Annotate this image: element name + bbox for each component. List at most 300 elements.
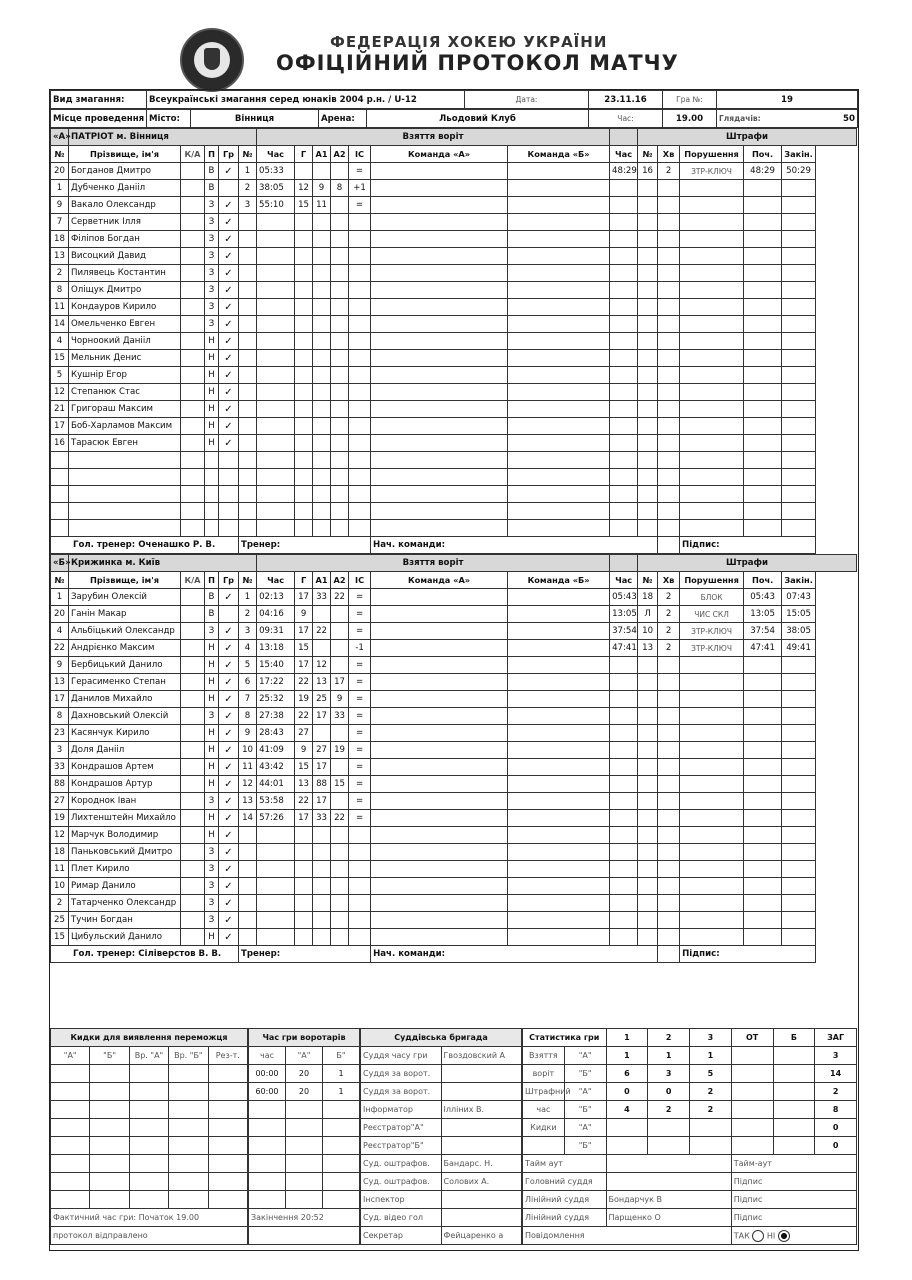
penalty-cell: [610, 708, 638, 725]
table-row: [51, 742, 857, 759]
column-header: К/А: [181, 572, 205, 589]
shootout-cell: [169, 1101, 208, 1119]
goal-cell: 13: [239, 793, 257, 810]
goal-cell: 17: [313, 708, 331, 725]
goal-cell: [349, 350, 371, 367]
player-position: В: [205, 180, 219, 197]
penalty-cell: [744, 912, 782, 929]
goal-cell: [295, 248, 313, 265]
played-check: ✓: [219, 231, 239, 248]
goal-cell: [257, 418, 295, 435]
team-a-goal-note: [371, 486, 508, 503]
player-position: Н: [205, 384, 219, 401]
shootout-cell: [169, 1065, 208, 1083]
stat-cell: [731, 1065, 773, 1083]
player-number: 3: [51, 742, 69, 759]
shootout-cell: [129, 1173, 168, 1191]
table-row: [51, 623, 857, 640]
penalty-cell: [658, 384, 680, 401]
player-number: 18: [51, 231, 69, 248]
penalty-cell: [680, 401, 744, 418]
goal-cell: [349, 452, 371, 469]
penalty-cell: [680, 197, 744, 214]
goal-cell: [331, 435, 349, 452]
goal-cell: [331, 384, 349, 401]
player-position: З: [205, 282, 219, 299]
goal-cell: [239, 333, 257, 350]
place-label: Місце проведення: [51, 110, 147, 128]
goal-cell: [239, 316, 257, 333]
team-b-goal-note: [508, 827, 610, 844]
stat-cell: 1: [648, 1047, 690, 1065]
player-position: З: [205, 844, 219, 861]
stat-cell: 8: [815, 1101, 857, 1119]
stat-cell: "Б": [564, 1101, 606, 1119]
stat-cell: [648, 1119, 690, 1137]
penalty-cell: [782, 384, 816, 401]
competition: Всеукраїнські змагання серед юнаків 2004 р.н. / U-12: [147, 91, 465, 109]
goal-cell: =: [349, 163, 371, 180]
shootout-cell: [169, 1155, 208, 1173]
penalty-cell: [638, 180, 658, 197]
referee-name: [441, 1191, 522, 1209]
shootout-cell: [90, 1173, 129, 1191]
table-row: [51, 657, 857, 674]
penalty-cell: [610, 316, 638, 333]
penalty-cell: [638, 435, 658, 452]
played-check: [219, 503, 239, 520]
team-b-goal-note: [508, 810, 610, 827]
penalty-cell: [782, 742, 816, 759]
goal-cell: [239, 367, 257, 384]
goal-cell: [349, 520, 371, 537]
shootout-cell: [90, 1083, 129, 1101]
penalty-cell: [680, 367, 744, 384]
penalty-cell: [782, 452, 816, 469]
goal-cell: 17: [295, 589, 313, 606]
played-check: ✓: [219, 844, 239, 861]
date-label: Дата:: [465, 91, 589, 109]
penalty-cell: [638, 674, 658, 691]
shootout-column: Вр. "Б": [169, 1047, 208, 1065]
no-radio[interactable]: [778, 1230, 790, 1242]
extra-label: Лінійний суддя: [523, 1209, 607, 1227]
goal-cell: 9: [331, 691, 349, 708]
goal-cell: =: [349, 674, 371, 691]
goal-cell: [295, 333, 313, 350]
penalties-header: Штрафи: [638, 555, 857, 572]
penalty-cell: [782, 895, 816, 912]
player-ka: [181, 708, 205, 725]
shootout-cell: [129, 1083, 168, 1101]
goal-cell: [331, 163, 349, 180]
player-ka: [181, 691, 205, 708]
player-position: З: [205, 299, 219, 316]
played-check: ✓: [219, 708, 239, 725]
penalty-cell: 07:43: [782, 589, 816, 606]
shootout-cell: [208, 1083, 247, 1101]
goal-cell: [313, 606, 331, 623]
goal-cell: 1: [239, 589, 257, 606]
player-ka: [181, 657, 205, 674]
penalty-cell: БЛОК: [680, 589, 744, 606]
team-a-goal-note: [371, 793, 508, 810]
penalty-cell: [658, 520, 680, 537]
stat-cell: 2: [815, 1083, 857, 1101]
player-ka: [181, 503, 205, 520]
penalty-cell: [610, 895, 638, 912]
penalty-cell: [680, 827, 744, 844]
goal-cell: [295, 384, 313, 401]
team-b-goal-note: [508, 623, 610, 640]
penalty-cell: [680, 861, 744, 878]
penalty-cell: [658, 827, 680, 844]
player-ka: [181, 929, 205, 946]
penalty-cell: [744, 878, 782, 895]
penalty-cell: Л: [638, 606, 658, 623]
penalty-cell: [610, 827, 638, 844]
penalty-cell: [638, 708, 658, 725]
player-name: Касянчук Кирило: [69, 725, 181, 742]
team-a-goal-note: [371, 316, 508, 333]
goal-cell: =: [349, 657, 371, 674]
yes-radio[interactable]: [752, 1230, 764, 1242]
player-name: Доля Данііл: [69, 742, 181, 759]
goal-cell: 09:31: [257, 623, 295, 640]
referee-role: Інспектор: [361, 1191, 442, 1209]
city-label: Місто:: [147, 110, 191, 128]
player-name: Дубченко Данііл: [69, 180, 181, 197]
penalty-cell: ЗТР-КЛЮЧ: [680, 623, 744, 640]
column-header: Г: [295, 146, 313, 163]
goal-cell: =: [349, 793, 371, 810]
penalty-cell: [744, 452, 782, 469]
player-ka: [181, 623, 205, 640]
penalty-cell: [744, 486, 782, 503]
player-number: 12: [51, 384, 69, 401]
goal-cell: [257, 214, 295, 231]
penalty-cell: [638, 844, 658, 861]
player-name: Філіпов Богдан: [69, 231, 181, 248]
goal-cell: [313, 895, 331, 912]
shootout-cell: [129, 1137, 168, 1155]
goal-cell: =: [349, 742, 371, 759]
goal-cell: [313, 163, 331, 180]
player-name: Тарасюк Евген: [69, 435, 181, 452]
goal-cell: [239, 503, 257, 520]
goal-cell: 57:26: [257, 810, 295, 827]
penalty-cell: [638, 929, 658, 946]
penalty-cell: [782, 929, 816, 946]
goal-cell: [295, 265, 313, 282]
goal-cell: [313, 418, 331, 435]
player-ka: [181, 520, 205, 537]
goal-cell: [349, 435, 371, 452]
team-a-goal-note: [371, 231, 508, 248]
goal-cell: [349, 316, 371, 333]
team-a-goal-note: [371, 725, 508, 742]
team-a-goal-note: [371, 861, 508, 878]
goal-cell: 19: [331, 742, 349, 759]
goal-cell: 17:22: [257, 674, 295, 691]
goal-cell: [349, 486, 371, 503]
penalty-cell: 13: [638, 640, 658, 657]
player-number: 2: [51, 265, 69, 282]
player-name: Зарубин Олексій: [69, 589, 181, 606]
goalie-column: "А": [286, 1047, 323, 1065]
played-check: ✓: [219, 929, 239, 946]
player-name: Андрієнко Максим: [69, 640, 181, 657]
goal-cell: 33: [313, 589, 331, 606]
player-position: Н: [205, 742, 219, 759]
goal-cell: 12: [295, 180, 313, 197]
penalty-cell: [658, 912, 680, 929]
column-header: П: [205, 572, 219, 589]
player-number: 33: [51, 759, 69, 776]
player-ka: [181, 418, 205, 435]
penalty-cell: 18: [638, 589, 658, 606]
shootout-cell: [51, 1083, 90, 1101]
table-row: [51, 810, 857, 827]
stat-cell: [773, 1083, 815, 1101]
player-number: 2: [51, 895, 69, 912]
penalty-cell: [610, 333, 638, 350]
penalty-cell: [782, 180, 816, 197]
goal-cell: 44:01: [257, 776, 295, 793]
goal-cell: =: [349, 623, 371, 640]
column-header: Команда «А»: [371, 146, 508, 163]
team-a-goal-note: [371, 742, 508, 759]
goal-cell: 38:05: [257, 180, 295, 197]
player-name: Омельченко Евген: [69, 316, 181, 333]
goal-cell: 17: [313, 759, 331, 776]
coach-cell: [51, 537, 239, 554]
goal-cell: [313, 503, 331, 520]
team-a-goal-note: [371, 878, 508, 895]
stat-cell: 6: [606, 1065, 648, 1083]
goalie-cell: [249, 1191, 286, 1209]
player-name: Вакало Олександр: [69, 197, 181, 214]
player-ka: [181, 333, 205, 350]
column-header: Команда «Б»: [508, 572, 610, 589]
table-row: [51, 878, 857, 895]
player-position: Н: [205, 367, 219, 384]
player-position: [205, 486, 219, 503]
goal-cell: [331, 827, 349, 844]
played-check: [219, 486, 239, 503]
table-row: [51, 384, 857, 401]
goalie-cell: 20: [286, 1065, 323, 1083]
shootout-column: "Б": [90, 1047, 129, 1065]
column-header: Поч.: [744, 146, 782, 163]
goal-cell: [331, 469, 349, 486]
goal-cell: 17: [313, 793, 331, 810]
shootout-cell: [51, 1155, 90, 1173]
penalty-cell: [680, 469, 744, 486]
goal-cell: [331, 606, 349, 623]
player-position: [205, 520, 219, 537]
penalty-cell: [680, 333, 744, 350]
player-number: 15: [51, 350, 69, 367]
player-ka: [181, 299, 205, 316]
goal-cell: [239, 452, 257, 469]
shootout-cell: [90, 1119, 129, 1137]
goal-cell: [239, 878, 257, 895]
goal-cell: 88: [313, 776, 331, 793]
penalty-cell: [610, 367, 638, 384]
penalty-cell: ЗТР-КЛЮЧ: [680, 163, 744, 180]
penalty-cell: [782, 844, 816, 861]
stat-cell: [523, 1137, 565, 1155]
player-position: [205, 452, 219, 469]
player-ka: [181, 640, 205, 657]
penalty-cell: [680, 265, 744, 282]
table-row: [51, 793, 857, 810]
shootout-cell: [169, 1173, 208, 1191]
penalty-cell: [658, 895, 680, 912]
goal-cell: [349, 401, 371, 418]
goal-cell: -1: [349, 640, 371, 657]
penalty-cell: [610, 469, 638, 486]
goalie-cell: [323, 1137, 360, 1155]
empty-cell: [658, 946, 680, 963]
stat-cell: [731, 1047, 773, 1065]
extra-label: Лінійний суддя: [523, 1191, 607, 1209]
player-position: Н: [205, 435, 219, 452]
penalty-cell: [744, 861, 782, 878]
goal-cell: [313, 384, 331, 401]
penalty-cell: [610, 401, 638, 418]
penalty-cell: [680, 929, 744, 946]
goal-cell: 19: [295, 691, 313, 708]
table-row: [51, 333, 857, 350]
goal-cell: [257, 265, 295, 282]
referee-name: Фейцаренко а: [441, 1227, 522, 1245]
played-check: ✓: [219, 589, 239, 606]
goal-cell: [331, 929, 349, 946]
stat-cell: Штрафний: [523, 1083, 565, 1101]
penalty-cell: [658, 180, 680, 197]
player-position: В: [205, 606, 219, 623]
team-tag: «А»: [51, 129, 69, 146]
city-value: Вінниця: [191, 110, 319, 128]
goal-cell: [239, 435, 257, 452]
referee-role: Суд. відео гол: [361, 1209, 442, 1227]
penalty-cell: [658, 469, 680, 486]
penalty-cell: [658, 435, 680, 452]
team-b-goal-note: [508, 333, 610, 350]
goalie-cell: [249, 1155, 286, 1173]
goal-cell: [331, 878, 349, 895]
penalty-cell: [744, 384, 782, 401]
player-name: Кондрашов Артем: [69, 759, 181, 776]
spectators-cell: [717, 110, 858, 128]
penalty-cell: [610, 214, 638, 231]
team-a-goal-note: [371, 708, 508, 725]
goal-cell: 27: [295, 725, 313, 742]
player-number: 13: [51, 248, 69, 265]
table-row: [51, 163, 857, 180]
penalty-cell: [782, 827, 816, 844]
goal-cell: [257, 248, 295, 265]
player-ka: [181, 265, 205, 282]
goal-cell: [349, 231, 371, 248]
goal-cell: [331, 265, 349, 282]
goal-cell: [313, 265, 331, 282]
shootout-title: Кидки для виявлення переможця: [51, 1029, 248, 1047]
goal-cell: 28:43: [257, 725, 295, 742]
goal-cell: [349, 503, 371, 520]
shootout-cell: [129, 1191, 168, 1209]
penalty-cell: [638, 367, 658, 384]
penalty-cell: [658, 231, 680, 248]
penalty-cell: 37:54: [744, 623, 782, 640]
player-ka: [181, 384, 205, 401]
team-b-goal-note: [508, 367, 610, 384]
played-check: ✓: [219, 725, 239, 742]
goal-cell: [349, 418, 371, 435]
goal-cell: [239, 265, 257, 282]
stat-cell: [773, 1119, 815, 1137]
period-header: 3: [690, 1029, 732, 1047]
goalie-cell: [249, 1173, 286, 1191]
goal-cell: [295, 282, 313, 299]
penalty-cell: [638, 503, 658, 520]
table-row: [51, 895, 857, 912]
penalty-cell: [610, 520, 638, 537]
player-number: [51, 469, 69, 486]
table-row: [51, 589, 857, 606]
goal-cell: [313, 248, 331, 265]
penalty-cell: [638, 452, 658, 469]
player-number: 4: [51, 623, 69, 640]
penalty-cell: [658, 367, 680, 384]
team-name: ПАТРІОТ м. Вінниця: [69, 129, 257, 146]
team-b-goal-note: [508, 401, 610, 418]
table-row: [51, 827, 857, 844]
period-header: 1: [606, 1029, 648, 1047]
arena-value: Льодовий Клуб: [367, 110, 589, 128]
goal-cell: [239, 486, 257, 503]
referee-role: Суддя за ворот.: [361, 1083, 442, 1101]
goal-cell: [331, 452, 349, 469]
referee-name: Бандарс. Н.: [441, 1155, 522, 1173]
penalty-cell: [782, 367, 816, 384]
penalty-cell: [782, 350, 816, 367]
goal-cell: =: [349, 691, 371, 708]
column-header: Поч.: [744, 572, 782, 589]
stat-cell: час: [523, 1101, 565, 1119]
goalie-cell: [286, 1191, 323, 1209]
team-b-goal-note: [508, 350, 610, 367]
column-header: Г: [295, 572, 313, 589]
goal-cell: 41:09: [257, 742, 295, 759]
table-row: [51, 316, 857, 333]
penalty-cell: [680, 657, 744, 674]
referee-name: Солових А.: [441, 1173, 522, 1191]
player-name: Кушнір Егор: [69, 367, 181, 384]
penalty-cell: [638, 282, 658, 299]
goal-cell: [331, 299, 349, 316]
goal-cell: [313, 520, 331, 537]
penalty-cell: [782, 810, 816, 827]
penalty-cell: [610, 793, 638, 810]
extra-value: Бондарчук В: [606, 1191, 731, 1209]
team-b-goal-note: [508, 435, 610, 452]
goal-cell: [239, 282, 257, 299]
stat-cell: [773, 1137, 815, 1155]
player-name: [69, 503, 181, 520]
